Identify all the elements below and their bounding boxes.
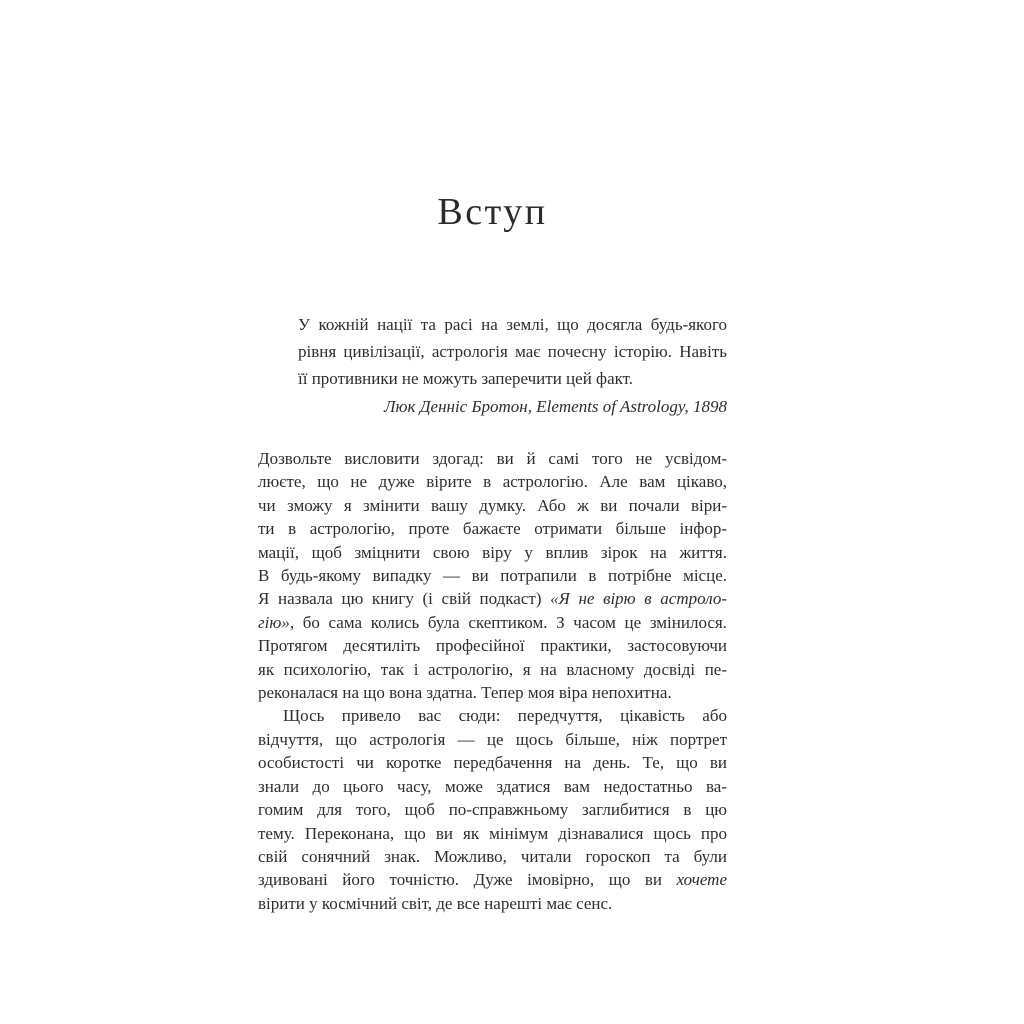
roman-text: вірити у космічний світ, де все нарешті має сенс. (258, 893, 613, 913)
text-line (258, 728, 727, 751)
roman-text: реконалася на що вона здатна. Тепер моя віра непохитна. (258, 683, 672, 703)
chapter-title: Вступ (437, 191, 548, 233)
text-line (258, 470, 727, 493)
epigraph-block (298, 311, 727, 392)
text-line (258, 751, 727, 774)
roman-text: як психологію, так і астрологію, я на власному досвіді пе- (258, 659, 727, 679)
roman-text: чи зможу я змінити вашу думку. Або ж ви почали віри- (258, 495, 727, 515)
text-line (258, 611, 727, 634)
roman-text: У кожній нації та расі на землі, що досягла будь-якого (298, 315, 727, 334)
roman-text: гомим для того, щоб по-справжньому заглибитися в цю (258, 800, 727, 820)
roman-text: люєте, що не дуже вірите в астрологію. Але вам цікаво, (258, 472, 727, 492)
text-line (258, 541, 727, 564)
text-line (258, 704, 727, 727)
roman-text: Протягом десятиліть професійної практики, застосовуючи (258, 636, 727, 656)
text-line (258, 587, 727, 610)
text-line (258, 775, 727, 798)
italic-text: «Я не вірю в астроло- (550, 589, 727, 609)
text-line (258, 845, 727, 868)
epigraph-line (298, 311, 727, 338)
roman-text: ти в астрологію, проте бажаєте отримати більше інфор- (258, 519, 727, 539)
text-line (258, 868, 727, 891)
roman-text: Я назвала цю книгу (і свій подкаст) (258, 589, 551, 609)
italic-text: гію» (258, 612, 290, 632)
roman-text: знали до цього часу, може здатися вам недостатньо ва- (258, 776, 727, 796)
roman-text: тему. Переконана, що ви як мінімум дізнавалися щось про (258, 823, 727, 843)
roman-text: її противники не можуть заперечити цей факт. (298, 369, 634, 388)
text-line (258, 634, 727, 657)
epigraph-line (298, 365, 727, 392)
roman-text: свій сонячний знак. Можливо, читали гороскоп та були (258, 846, 727, 866)
text-line (258, 494, 727, 517)
roman-text: мації, щоб зміцнити свою віру у вплив зірок на життя. (258, 542, 727, 562)
text-line (258, 681, 727, 704)
epigraph-attribution: Люк Денніс Бротон, Elements of Astrology, 1898 (384, 397, 727, 416)
roman-text: здивовані його точністю. Дуже імовірно, що ви (258, 870, 677, 890)
text-line (258, 447, 727, 470)
roman-text: особистості чи коротке передбачення на день. Те, що ви (258, 753, 727, 773)
body-text (258, 447, 727, 915)
text-line (258, 892, 727, 915)
italic-text: хочете (676, 870, 727, 890)
roman-text: відчуття, що астрологія — це щось більше, ніж портрет (258, 729, 727, 749)
text-line (258, 564, 727, 587)
text-line (258, 517, 727, 540)
epigraph-line (298, 338, 727, 365)
text-line (258, 658, 727, 681)
text-line (258, 822, 727, 845)
text-line (258, 798, 727, 821)
roman-text: Щось привело вас сюди: передчуття, цікавість або (283, 706, 727, 726)
roman-text: В будь-якому випадку — ви потрапили в потрібне місце. (258, 566, 727, 586)
roman-text: рівня цивілізації, астрологія має почесну історію. Навіть (298, 342, 727, 361)
roman-text: Дозвольте висловити здогад: ви й самі того не усвідом- (258, 449, 727, 468)
roman-text: , бо сама колись була скептиком. З часом це змінилося. (289, 612, 727, 632)
